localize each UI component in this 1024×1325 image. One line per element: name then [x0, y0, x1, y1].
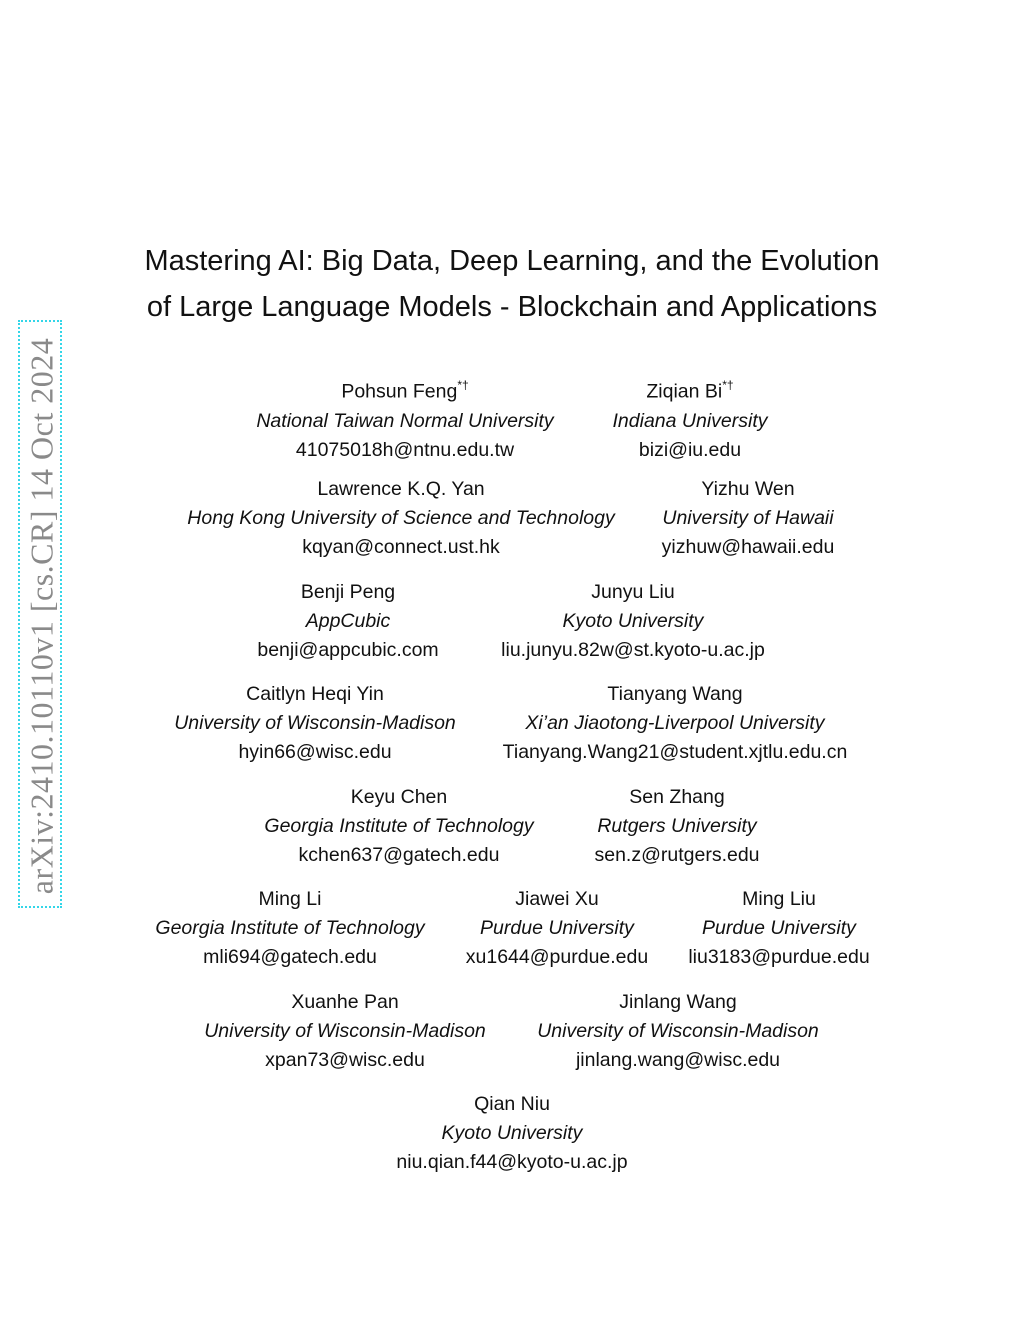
author-affiliation: University of Wisconsin-Madison — [204, 1020, 486, 1042]
author-name: Keyu Chen — [350, 786, 448, 808]
author-block — [613, 372, 768, 465]
author-affiliation: Georgia Institute of Technology — [264, 815, 534, 837]
author-affiliation: Xi’an Jiaotong-Liverpool University — [525, 712, 825, 734]
arxiv-identifier-text: arXiv:2410.10110v1 [cs.CR] 14 Oct 2024 — [23, 337, 60, 895]
author-block — [256, 372, 553, 465]
author-block — [466, 885, 648, 972]
author-block — [264, 783, 533, 870]
author-affiliation: Purdue University — [702, 917, 856, 939]
author-name: Benji Peng — [300, 581, 396, 603]
author-email: niu.qian.f44@kyoto-u.ac.jp — [396, 1151, 628, 1173]
author-footnote-mark: *† — [457, 378, 469, 392]
author-email: hyin66@wisc.edu — [238, 741, 392, 763]
author-email: xpan73@wisc.edu — [265, 1049, 425, 1071]
author-email: sen.z@rutgers.edu — [594, 844, 760, 866]
author-affiliation: National Taiwan Normal University — [256, 409, 554, 432]
author-affiliation: Georgia Institute of Technology — [155, 917, 425, 939]
author-block — [174, 680, 456, 767]
author-email: liu.junyu.82w@st.kyoto-u.ac.jp — [501, 639, 765, 661]
paper-title-line-1: Mastering AI: Big Data, Deep Learning, and the Evolution — [144, 245, 880, 277]
author-affiliation: Rutgers University — [597, 815, 757, 837]
author-name: Ming Li — [258, 888, 322, 910]
author-name: Xuanhe Pan — [291, 991, 399, 1013]
author-affiliation: University of Wisconsin-Madison — [174, 712, 456, 734]
author-block — [187, 475, 614, 562]
author-affiliation: University of Wisconsin-Madison — [537, 1020, 819, 1042]
author-email: bizi@iu.edu — [638, 438, 742, 461]
author-name: Pohsun Feng*† — [341, 378, 469, 403]
author-name: Jiawei Xu — [515, 888, 599, 910]
author-email: 41075018h@ntnu.edu.tw — [295, 438, 515, 461]
arxiv-identifier-stamp — [18, 320, 62, 908]
author-name: Junyu Liu — [591, 581, 675, 603]
author-name: Caitlyn Heqi Yin — [246, 683, 384, 705]
author-block — [396, 1090, 627, 1177]
author-email: Tianyang.Wang21@student.xjtlu.edu.cn — [502, 741, 848, 763]
author-affiliation: Purdue University — [480, 917, 634, 939]
author-block — [503, 680, 848, 767]
author-email: kqyan@connect.ust.hk — [302, 536, 500, 558]
author-email: xu1644@purdue.edu — [465, 946, 649, 968]
paper-title — [112, 238, 912, 330]
author-block — [537, 988, 819, 1075]
author-name: Ziqian Bi*† — [646, 378, 734, 403]
author-block — [688, 885, 869, 972]
author-affiliation: AppCubic — [305, 610, 391, 632]
author-email: mli694@gatech.edu — [203, 946, 377, 968]
author-name: Lawrence K.Q. Yan — [317, 478, 485, 500]
author-block — [501, 578, 765, 665]
author-block — [155, 885, 424, 972]
author-affiliation: Kyoto University — [441, 1122, 583, 1144]
author-affiliation: Hong Kong University of Science and Technology — [187, 507, 615, 529]
author-email: yizhuw@hawaii.edu — [661, 536, 835, 558]
author-block — [594, 783, 759, 870]
author-affiliation: Kyoto University — [562, 610, 704, 632]
author-name: Sen Zhang — [629, 786, 725, 808]
author-email: kchen637@gatech.edu — [298, 844, 500, 866]
author-block — [257, 578, 438, 665]
paper-title-line-2: of Large Language Models - Blockchain and Applications — [146, 291, 878, 323]
author-affiliation: Indiana University — [612, 409, 768, 432]
author-affiliation: University of Hawaii — [662, 507, 834, 529]
author-block — [204, 988, 486, 1075]
author-name: Jinlang Wang — [619, 991, 737, 1013]
author-name: Ming Liu — [742, 888, 816, 910]
author-name: Qian Niu — [474, 1093, 550, 1115]
author-email: liu3183@purdue.edu — [688, 946, 870, 968]
author-email: benji@appcubic.com — [257, 639, 439, 661]
author-name: Tianyang Wang — [607, 683, 743, 705]
author-email: jinlang.wang@wisc.edu — [575, 1049, 781, 1071]
author-name: Yizhu Wen — [701, 478, 795, 500]
author-block — [662, 475, 835, 562]
author-footnote-mark: *† — [722, 378, 734, 392]
